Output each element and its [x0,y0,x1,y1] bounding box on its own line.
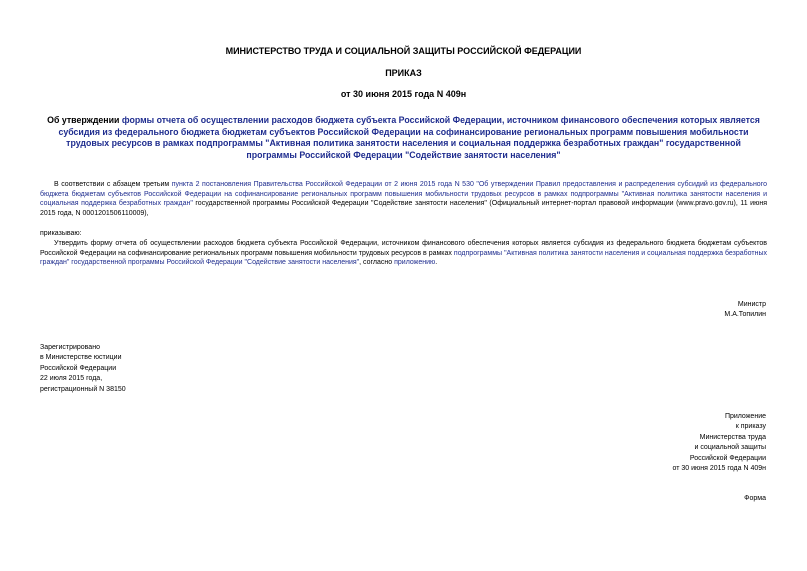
signature-name: М.А.Топилин [724,311,766,319]
preamble-resolution-link[interactable]: пункта 2 постановления Правительства Российской Федерации от 2 июня 2015 года N 530 "Об утверждении Правил предоставления и распределения субсидий из федерального бюджета бюджетам субъектов Российской Федерации на софинансирование региональных программ повышения мобильности трудовых ресурсов в рамках подпрограммы "Активная политика занятости населения и социальная поддержка безработных граждан" [40,181,767,208]
appendix-line: Приложение [724,413,766,420]
appendix-block [672,412,766,474]
title-form-link[interactable]: формы отчета об осуществлении расходов бюджета субъекта Российской Федерации, источником финансового обеспечения которых является субсидия из федерального бюджета бюджетам субъектов Российской Федерации на софинансирование региональных программ повышения мобильности трудовых ресурсов в рамках подпрограммы "Активная политика занятости населения и социальная поддержка безработных граждан" государственной программы Российской Федерации "Содействие занятости населения" [58,115,760,161]
registration-block [40,343,126,395]
preamble-paragraph [40,180,767,218]
signature-position: Министр [737,301,766,308]
preamble-text-1: В соответствии с абзацем третьим [54,181,172,188]
order-paragraph [40,239,767,268]
appendix-line: Российской Федерации [689,454,766,462]
order-text-1: Утвердить форму отчета об осуществлении расходов бюджета субъекта Российской Федерации, источником финансового обеспечения которых является субсидия из федерального бюджета бюджетам субъектов Российской Федерации на софинансирование региональных программ повышения мобильности трудовых ресурсов в рамках [40,240,767,257]
appendix-line: от 30 июня 2015 года N 409н [672,465,766,473]
registration-line: Зарегистрировано [40,344,100,351]
ministry-heading: МИНИСТЕРСТВО ТРУДА И СОЦИАЛЬНОЙ ЗАЩИТЫ РОССИЙСКОЙ ФЕДЕРАЦИИ [225,46,582,56]
document-title [40,115,767,162]
document-date-number: от 30 июня 2015 года N 409н [340,89,467,99]
order-appendix-link[interactable]: приложению [394,259,436,267]
preamble-text-2: государственной программы Российской Федерации "Содействие занятости населения" (Официальный интернет-портал правовой информации (www.pravo.gov.ru), 11 июня 2015 года, N 0001201506110009), [40,200,767,217]
signature-block [724,300,766,321]
order-text-3: . [435,259,438,267]
appendix-line: к приказу [735,423,766,431]
order-text-2: , согласно [359,259,395,267]
order-word: приказываю: [40,230,82,237]
registration-line: регистрационный N 38150 [40,385,126,393]
order-subprogram-link[interactable]: подпрограммы "Активная политика занятости населения и социальная поддержка безработных граждан" государственной программы Российской Федерации "Содействие занятости населения" [40,249,767,267]
document-type: ПРИКАЗ [385,68,422,78]
registration-line: в Министерстве юстиции [40,354,122,362]
appendix-line: Министерства труда [699,433,766,441]
title-prefix: Об утверждении [47,115,122,125]
registration-line: Российской Федерации [40,364,117,372]
registration-line: 22 июля 2015 года, [40,375,103,383]
appendix-line: и социальной защиты [694,444,766,452]
form-label: Форма [744,495,766,502]
